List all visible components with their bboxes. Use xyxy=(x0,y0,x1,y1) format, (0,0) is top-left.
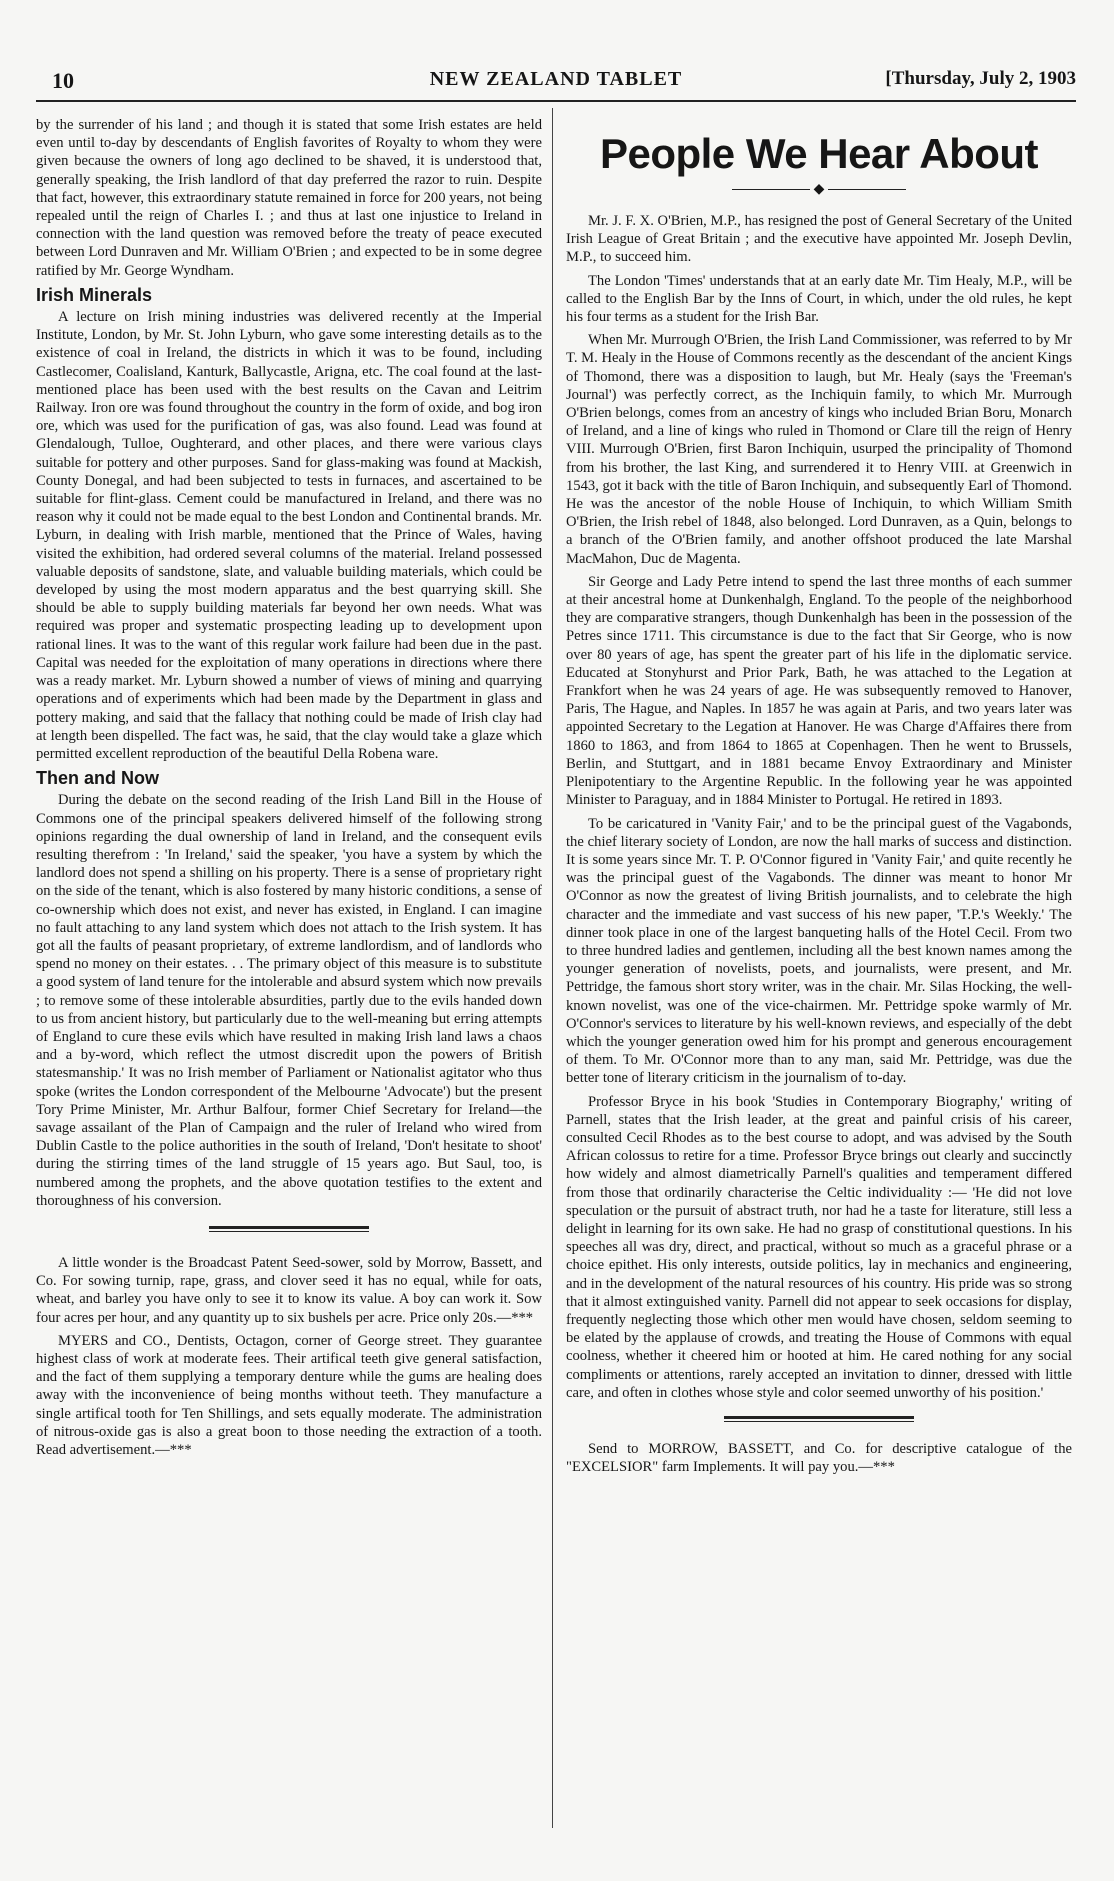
right-column xyxy=(566,116,1072,1481)
header-rule xyxy=(36,100,1076,102)
article-paragraph: The London 'Times' understands that at an early date Mr. Tim Healy, M.P., will be called to the English Bar by the Inns of Court, in which, under the old rules, he kept his four terms as a student for the Irish Bar. xyxy=(566,272,1072,326)
article-paragraph: Mr. J. F. X. O'Brien, M.P., has resigned the post of General Secretary of the United Irish League of Great Britain ; and the executive have appointed Mr. Joseph Devlin, M.P., to succeed him. xyxy=(566,213,1072,266)
article-paragraph: A lecture on Irish mining industries was delivered recently at the Imperial Institute, London, by Mr. St. John Lyburn, who gave some interesting details as to the existence of coal in Ireland, the districts in which it was to be found, including Castlecomer, Coalisland, Kanturk, Ballycastle, Arigna, etc. The coal found at the last-mentioned place has been used with the best results on the Cavan and Leitrim Railway. Iron ore was found throughout the country in the form of oxide, and bog iron ore, which was used for the purification of gas, was also found. Lead was found at Glendalough, Tulloe, Oughterard, and other places, and there were various clays suitable for pottery and other purposes. Sand for glass-making was found at Mackish, County Donegal, and had been subjected to tests in furnaces, and ascertained to be suitable for flint-glass. Cement could be manufactured in Ireland, and there was no reason why it could not be made equal to the best London and Continental brands. Mr. Lyburn, in dealing with Irish marble, mentioned that the Prince of Wales, having visited the exhibition, had ordered several columns of the material. Ireland possessed valuable deposits of sandstone, slate, and valuable building materials, which could be developed by using the most modern apparatus and the best quarrying skill. She should be able to supply building materials far beyond her own needs. What was required was proper and systematic prospecting leading up to development upon rational lines. It was to the want of this regular work failure had been due in the past. Capital was needed for the exploitation of many operations in directions where there was a ready market. Mr. Lyburn showed a number of views of mining and quarrying operations and of experiments which had been made by the Department in glass and pottery making, and said that the fallacy that nothing could be made of Irish clay had at length been dispelled. The fact was, he said, that the clay would take a glaze which permitted excellent reproduction of the beautiful Della Robena ware. xyxy=(36,309,542,762)
section-heading-irish-minerals: Irish Minerals xyxy=(36,284,153,305)
page-number: 10 xyxy=(52,68,74,93)
title-ornament: ◆ xyxy=(566,184,1072,196)
publication-title: NEW ZEALAND TABLET xyxy=(429,68,683,90)
advertisement-paragraph: MYERS and CO., Dentists, Octagon, corner of George street. They guarantee highest class of work at moderate fees. Their artifical teeth give general satisfaction, and the fact of them supplying a temporary denture while the gums are healing does away with the inconvenience of being months without teeth. They manufacture a single artifical tooth for Ten Shillings, and sets equally moderate. The administration of nitrous-oxide gas is also a great boon to those needing the extraction of a tooth. Read advertisement.—*** xyxy=(36,1332,542,1459)
article-paragraph: To be caricatured in 'Vanity Fair,' and to be the principal guest of the Vagabonds, the chief literary society of London, are now the hall marks of success and distinction. It is some years since Mr. T. P. O'Connor figured in 'Vanity Fair,' and quite recently he was the principal guest of the Vagabonds. The dinner was meant to honor Mr O'Connor as now the greatest of living British journalists, and to celebrate the high character and the immediate and vast success of his new paper, 'T.P.'s Weekly.' The dinner took place in one of the largest banqueting halls of the Hotel Cecil. From two to three hundred ladies and gentlemen, including all the best known names among the younger generation of novelists, poets, and journalists, were present, and Mr. Pettridge, the famous short story writer, was in the chair. Mr. Silas Hocking, the well-known novelist, was one of the vice-chairmen. Mr. Pettridge spoke warmly of Mr. O'Connor's services to literature by his well-known reviews, and especially of the debt which the younger generation owed him for his prompt and generous encouragement of them. To Mr. O'Connor more than to any man, said Mr. Pettridge, was due the better tone of literary criticism in the journalism of to-day. xyxy=(566,815,1072,1087)
section-separator xyxy=(724,1416,914,1422)
column-divider xyxy=(552,108,553,1828)
article-paragraph: During the debate on the second reading of the Irish Land Bill in the House of Commons one of the principal speakers delivered himself of the following strong opinions regarding the dual ownership of land in Ireland, and the consequent evils resulting therefrom : 'In Ireland,' said the speaker, 'you have a system by which the landlord does not spend a shilling on his property. There is a sense of proprietary right on the side of the tenant, which is also fostered by many historic conditions, a sense of co-ownership which does not exist, and never has existed, in England. I can imagine no fault attaching to any land system which does not attach to the Irish system. It has got all the faults of peasant proprietary, of extreme landlordism, and of landlords who spend no money on their estates. . . The primary object of this measure is to substitute a good system of land tenure for the intolerable and absurd system which now prevails ; to remove some of these intolerable absurdities, partly due to the evils handed down to us from ancient history, but particularly due to the well-meaning but erring attempts of England to cure these evils which have resulted in making Irish land laws a chaos and a by-word, which reflect the utmost discredit upon the powers of British statesmanship.' It was no Irish member of Parliament or Nationalist agitator who thus spoke (writes the London correspondent of the Melbourne 'Advocate') but the present Tory Prime Minister, Mr. Arthur Balfour, former Chief Secretary for Ireland—the savage assailant of the Plan of Campaign and the ruler of Ireland who wired from Dublin Castle to the police authorities in the south of Ireland, 'Don't hesitate to shoot' during the stirring times of the land struggle of 15 years ago. But Saul, too, is numbered among the prophets, and the above quotation testifies to the extent and thoroughness of his conversion. xyxy=(36,792,542,1209)
section-title: People We Hear About xyxy=(599,130,1039,177)
advertisement-paragraph: A little wonder is the Broadcast Patent Seed-sower, sold by Morrow, Bassett, and Co. For sowing turnip, rape, grass, and clover seed it has no equal, while for oats, wheat, and barley you have only to see it to know its value. A boy can work it. Sow four acres per hour, and any quantity up to six bushels per acre. Price only 20s.—*** xyxy=(36,1254,542,1326)
article-paragraph: When Mr. Murrough O'Brien, the Irish Land Commissioner, was referred to by Mr T. M. Healy in the House of Commons recently as the descendant of the ancient Kings of Thomond, there was a disposition to laugh, but Mr. Healy (says the 'Freeman's Journal') was perfectly correct, as the Inchiquin family, to which Mr. Murrough O'Brien belongs, comes from an ancestry of kings who included Brian Boru, Monarch of Ireland, and a line of kings who ruled in Thomond or Clare till the reign of Henry VIII. Murrough O'Brien, first Baron Inchiquin, usurped the principality of Thomond from his brother, the last King, and surrendered it to Henry VIII. at Greenwich in 1543, got it back with the title of Baron Inchiquin, and subsequently Earl of Thomond. He was the ancestor of the noble House of Inchiquin, to which William Smith O'Brien, the Irish rebel of 1848, also belonged. Lord Dunraven, as a Quin, belongs to a branch of the O'Brien family, and another offshoot produced the late Marshal MacMahon, Duc de Magenta. xyxy=(566,332,1072,567)
article-paragraph: by the surrender of his land ; and though it is stated that some Irish estates are held even until to-day by descendants of English favorites of Royalty to whom they were given because the owners of long ago declined to be shaved, it is understood that, generally speaking, the Irish landlord of that day preferred the razor to ruin. Despite that fact, however, this extraordinary statute remained in force for 200 years, not being repealed until the reign of Charles I. ; and thus at last one injustice to Ireland in connection with the land question was removed before the treaty of peace executed between Lord Dunraven and Mr. William O'Brien ; and expected to be in some degree ratified by Mr. George Wyndham. xyxy=(36,117,542,279)
article-paragraph: Professor Bryce in his book 'Studies in Contemporary Biography,' writing of Parnell, states that the Irish leader, at the great and painful crisis of his career, consulted Cecil Rhodes as to the best course to adopt, and was advised by the South African colossus to retire for a time. Professor Bryce brings out clearly and succinctly how widely and almost diametrically Parnell's qualities and temperament differed from those that ordinarily characterise the Celtic individuality :— 'He did not love speculation or the pursuit of abstract truth, nor had he a taste for literature, still less a delight in learning for its own sake. He had no grasp of constitutional questions. In his speeches all was dry, direct, and practical, without so much as a graceful phrase or a choice epithet. His only interests, outside politics, lay in mechanics and engineering, and in the development of the natural resources of his country. His pride was so strong that it almost extinguished vanity. Parnell did not appear to seek occasions for display, frequently neglecting those which other men would have chosen, seldom seeming to be elated by the applause of crowds, and treating the House of Commons with equal coolness, whether it cheered him or hooted at him. He cared nothing for any social compliments or attentions, rarely accepted an invitation to dinner, dressed with little care, and often in clothes whose style and color seemed unworthy of his position.' xyxy=(566,1093,1072,1401)
advertisement-paragraph: Send to MORROW, BASSETT, and Co. for descriptive catalogue of the "EXCELSIOR" farm Implements. It will pay you.—*** xyxy=(566,1441,1072,1476)
section-separator xyxy=(209,1226,369,1232)
section-heading-then-and-now: Then and Now xyxy=(36,768,159,789)
page-header xyxy=(36,60,1076,100)
left-column xyxy=(36,116,542,1464)
article-paragraph: Sir George and Lady Petre intend to spend the last three months of each summer at their ancestral home at Dunkenhalgh, England. To the people of the neighborhood they are comparative strangers, though Dunkenhalgh has been in the possession of the Petres since 1711. This circumstance is due to the fact that Sir George, who is now over 80 years of age, has spent the greater part of his life in the diplomatic service. Educated at Stonyhurst and Prior Park, Bath, he was attached to the Legation at Frankfort when he was 24 years of age. He was subsequently removed to Hanover, Paris, The Hague, and Naples. In 1857 he was again at Paris, and two years later was appointed Secretary to the Legation at Hanover. He was Charge d'Affaires there from 1860 to 1863, and from 1864 to 1865 at Copenhagen. Then he went to Brussels, Berlin, and Stuttgart, and in 1881 became Envoy Extraordinary and Minister Plenipotentiary to the Argentine Republic. In the following year he was appointed Minister to Paraguay, and in 1884 Minister to Portugal. He retired in 1893. xyxy=(566,573,1072,809)
issue-date: [Thursday, July 2, 1903 xyxy=(885,68,1076,89)
